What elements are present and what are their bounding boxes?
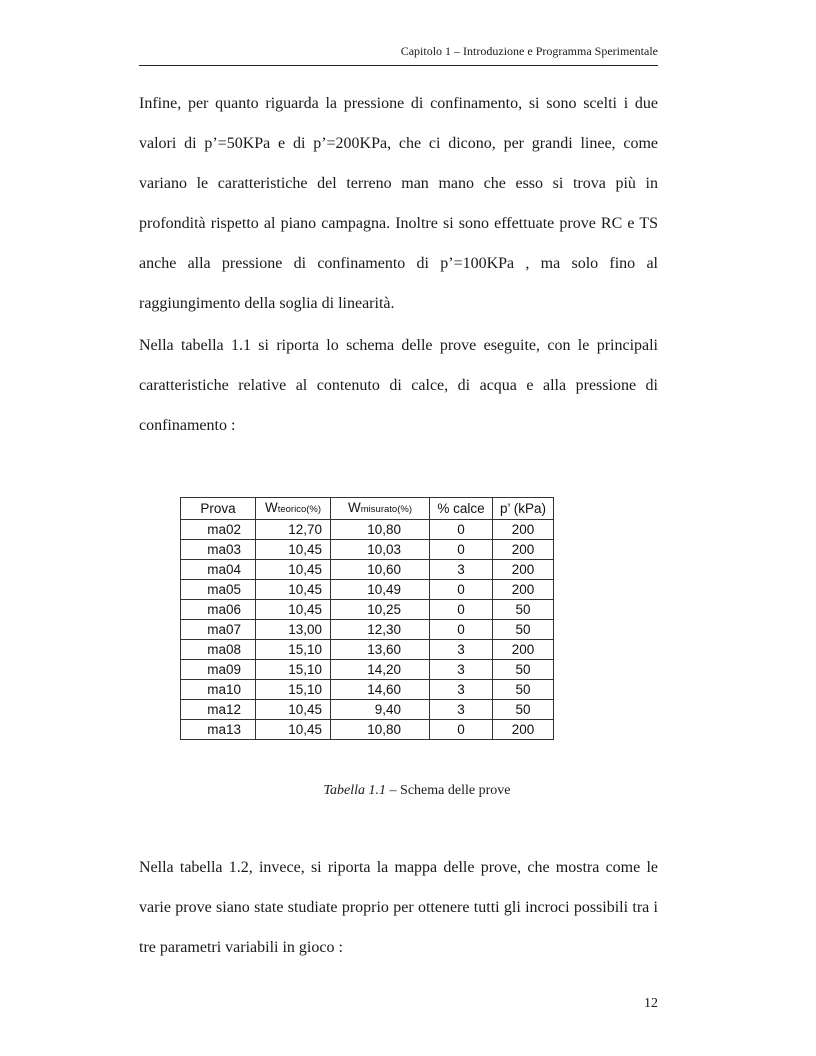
header-w-teorico-unit: (%): [306, 504, 322, 515]
table-row: [181, 560, 554, 580]
cell-w-teorico: 13,00: [256, 620, 331, 640]
cell-w-teorico: 15,10: [256, 680, 331, 700]
cell-w-teorico: 10,45: [256, 580, 331, 600]
table-row: [181, 640, 554, 660]
cell-w-teorico: 12,70: [256, 520, 331, 540]
cell-prova: ma10: [181, 680, 256, 700]
cell-prova: ma08: [181, 640, 256, 660]
cell-prova: ma04: [181, 560, 256, 580]
cell-pressure: 200: [493, 520, 554, 540]
caption-label: Tabella 1.1: [323, 783, 387, 798]
cell-prova: ma12: [181, 700, 256, 720]
table-row: [181, 520, 554, 540]
cell-pressure: 200: [493, 580, 554, 600]
cell-w-misurato: 10,80: [331, 520, 430, 540]
header-pressure: p’ (kPa): [493, 498, 554, 520]
cell-calce: 0: [430, 720, 493, 740]
cell-pressure: 50: [493, 620, 554, 640]
cell-calce: 3: [430, 700, 493, 720]
cell-w-misurato: 10,25: [331, 600, 430, 620]
page-number: 12: [644, 996, 658, 1011]
header-divider: [139, 65, 658, 66]
cell-w-teorico: 15,10: [256, 660, 331, 680]
cell-w-misurato: 10,60: [331, 560, 430, 580]
cell-pressure: 50: [493, 700, 554, 720]
table-row: [181, 680, 554, 700]
cell-calce: 3: [430, 560, 493, 580]
paragraph-confinement-pressure: Infine, per quanto riguarda la pressione di confinamento, si sono scelti i due valori di p’=50KPa e di p’=200KPa, che ci dicono, per grandi linee, come variano le caratteristiche del terreno man mano che esso si trova più in profondità rispetto al piano campagna. Inoltre si sono effettuate prove RC e TS anche alla pressione di confinamento di p’=100KPa , ma solo fino al raggiungimento della soglia di linearità.: [139, 95, 658, 312]
caption-separator: –: [386, 783, 401, 798]
header-w-misurato-unit: (%): [397, 504, 412, 515]
paragraph-table-intro: Nella tabella 1.1 si riporta lo schema delle prove eseguite, con le principali caratteristiche relative al contenuto di calce, di acqua e alla pressione di confinamento :: [139, 337, 658, 434]
cell-pressure: 200: [493, 720, 554, 740]
cell-prova: ma03: [181, 540, 256, 560]
cell-pressure: 200: [493, 560, 554, 580]
cell-prova: ma07: [181, 620, 256, 640]
caption-text: Schema delle prove: [400, 783, 511, 798]
table-row: [181, 620, 554, 640]
cell-w-misurato: 9,40: [331, 700, 430, 720]
cell-w-misurato: 14,20: [331, 660, 430, 680]
header-w-teorico-symbol: W: [264, 500, 278, 515]
cell-pressure: 50: [493, 660, 554, 680]
cell-calce: 0: [430, 520, 493, 540]
cell-prova: ma06: [181, 600, 256, 620]
cell-pressure: 200: [493, 640, 554, 660]
cell-w-teorico: 15,10: [256, 640, 331, 660]
table-row: [181, 580, 554, 600]
cell-w-teorico: 10,45: [256, 540, 331, 560]
cell-w-misurato: 10,49: [331, 580, 430, 600]
table-row: [181, 540, 554, 560]
header-w-misurato: [331, 498, 430, 520]
cell-calce: 0: [430, 580, 493, 600]
cell-w-teorico: 10,45: [256, 700, 331, 720]
table-header-row: [181, 498, 554, 520]
cell-calce: 3: [430, 660, 493, 680]
cell-w-misurato: 10,03: [331, 540, 430, 560]
cell-w-teorico: 10,45: [256, 720, 331, 740]
cell-prova: ma05: [181, 580, 256, 600]
header-calce: % calce: [430, 498, 493, 520]
paragraph-table-map-intro: Nella tabella 1.2, invece, si riporta la mappa delle prove, che mostra come le varie prove siano state studiate proprio per ottenere tutti gli incroci possibili tra i tre parametri variabili in gioco :: [139, 859, 658, 956]
header-w-teorico: [256, 498, 331, 520]
header-w-teorico-subscript: teorico: [277, 504, 307, 515]
cell-calce: 0: [430, 540, 493, 560]
cell-prova: ma09: [181, 660, 256, 680]
running-header: Capitolo 1 – Introduzione e Programma Sperimentale: [400, 44, 658, 58]
cell-prova: ma13: [181, 720, 256, 740]
cell-pressure: 50: [493, 680, 554, 700]
cell-pressure: 200: [493, 540, 554, 560]
table-row: [181, 600, 554, 620]
cell-w-misurato: 10,80: [331, 720, 430, 740]
cell-calce: 0: [430, 600, 493, 620]
cell-calce: 3: [430, 680, 493, 700]
header-prova: Prova: [181, 498, 256, 520]
header-w-misurato-symbol: W: [348, 500, 361, 515]
cell-calce: 0: [430, 620, 493, 640]
cell-w-misurato: 13,60: [331, 640, 430, 660]
cell-w-teorico: 10,45: [256, 560, 331, 580]
cell-prova: ma02: [181, 520, 256, 540]
cell-w-misurato: 12,30: [331, 620, 430, 640]
table-row: [181, 700, 554, 720]
cell-pressure: 50: [493, 600, 554, 620]
table-caption: [139, 782, 695, 800]
cell-w-teorico: 10,45: [256, 600, 331, 620]
header-w-misurato-subscript: misurato: [360, 504, 398, 515]
cell-calce: 3: [430, 640, 493, 660]
table-row: [181, 720, 554, 740]
table-row: [181, 660, 554, 680]
cell-w-misurato: 14,60: [331, 680, 430, 700]
tests-schema-table: [180, 497, 554, 740]
